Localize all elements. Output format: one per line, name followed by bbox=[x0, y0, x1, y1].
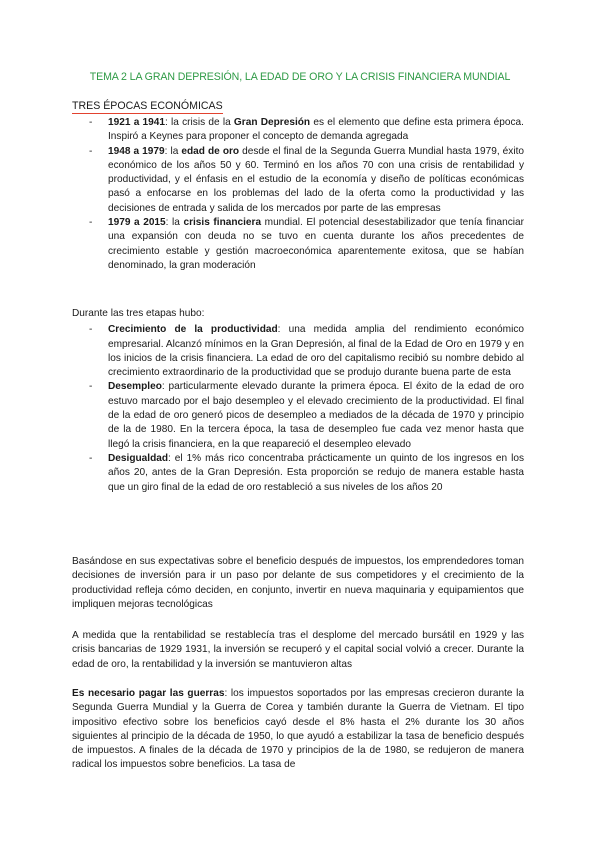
page-title: TEMA 2 LA GRAN DEPRESIÓN, LA EDAD DE ORO Y LA CRISIS FINANCIERA MUNDIAL bbox=[89, 71, 511, 83]
bullet: - bbox=[89, 217, 93, 229]
bullet: - bbox=[89, 452, 93, 464]
bullet: - bbox=[89, 324, 93, 336]
list-item: - Desempleo: particularmente elevado durante la primera época. El éxito de la edad de oro estuvo marcado por el bajo desempleo y el elevado crecimiento de la productividad. El final de la edad de oro generó picos de desempleo a mediados de la década de 1970 y principio de la de 1980. En la tercera época, la tasa de desempleo fue cada vez menor hasta que llegó la crisis financiera, en la que reapareció el desempleo elevado bbox=[89, 381, 524, 450]
list-item: - 1921 a 1941: la crisis de la Gran Depresión es el elemento que define esta primera época. Inspiró a Keynes para proponer el concepto de demanda agregada bbox=[89, 117, 524, 143]
bullet: - bbox=[89, 145, 93, 157]
epochs-block bbox=[72, 116, 524, 273]
list-item: - Crecimiento de la productividad: una medida amplia del rendimiento económico empresarial. Alcanzó mínimos en la Gran Depresión, al final de la Edad de Oro en 1979 y en los inicios de la crisis financiera. La edad de oro del capitalismo recibió su nombre debido al crecimiento extraordinario de la productividad que se produjo durante buena parte de esta bbox=[89, 324, 524, 379]
section-heading: TRES ÉPOCAS ECONÓMICAS bbox=[72, 100, 223, 112]
stages-block bbox=[72, 307, 524, 495]
bullet: - bbox=[89, 381, 93, 393]
list-item: - Desigualdad: el 1% más rico concentraba prácticamente un quinto de los ingresos en los años 20, antes de la Gran Depresión. Esta proporción se redujo de manera estable hasta que un giro final de la edad de oro restableció a sus niveles de los años 20 bbox=[89, 452, 524, 493]
paragraph-expectations: Basándose en sus expectativas sobre el beneficio después de impuestos, los emprendedores toman decisiones de inversión para ir un paso por delante de sus competidores y el crecimiento de la productividad refleja cómo deciden, en conjunto, invertir en nueva maquinaria y equipamientos que impliquen mejoras tecnológicas bbox=[72, 556, 524, 610]
stages-intro: Durante las tres etapas hubo: bbox=[72, 308, 205, 319]
paragraph-wars: Es necesario pagar las guerras: los impuestos soportados por las empresas crecieron durante la Segunda Guerra Mundial y la Guerra de Corea y también durante la Guerra de Vietnam. El tipo impositivo efectivo sobre los beneficios cayó desde el 8% hasta el 2% durante los 30 años siguientes al principio de la década de 1950, lo que ayudó a estabilizar la tasa de beneficio después de impuestos. A finales de la década de 1970 y principios de la de 1980, se redujeron de manera radical los impuestos sobre beneficios. La tasa de bbox=[72, 688, 524, 771]
stages-list bbox=[72, 323, 524, 495]
list-item: - 1979 a 2015: la crisis financiera mundial. El potencial desestabilizador que tenía financiar una expansión con deuda no se tuvo en cuenta durante los años precedentes de crecimiento estable y gestión macroeconómica aparentemente exitosa, que se habían denominado, la gran moderación bbox=[89, 217, 524, 271]
list-item: - 1948 a 1979: la edad de oro desde el final de la Segunda Guerra Mundial hasta 1979, éxito económico de los años 50 y 60. Terminó en los años 70 con una crisis de rentabilidad y productividad, y el énfasis en el estudio de la economía y diseño de políticas económicas pasó a enfocarse en los problemas del lado de la oferta como la productividad y las decisiones de entrada y salida de los mercados por parte de las empresas bbox=[89, 145, 524, 214]
epochs-list bbox=[72, 116, 524, 273]
paragraph-profitability: A medida que la rentabilidad se restablecía tras el desplome del mercado bursátil en 1929 y las crisis bancarias de 1929 1931, la inversión se recuperó y el capital social volvió a crecer. Durante la edad de oro, la rentabilidad y la inversión se mantuvieron altas bbox=[72, 630, 524, 670]
bullet: - bbox=[89, 117, 93, 128]
